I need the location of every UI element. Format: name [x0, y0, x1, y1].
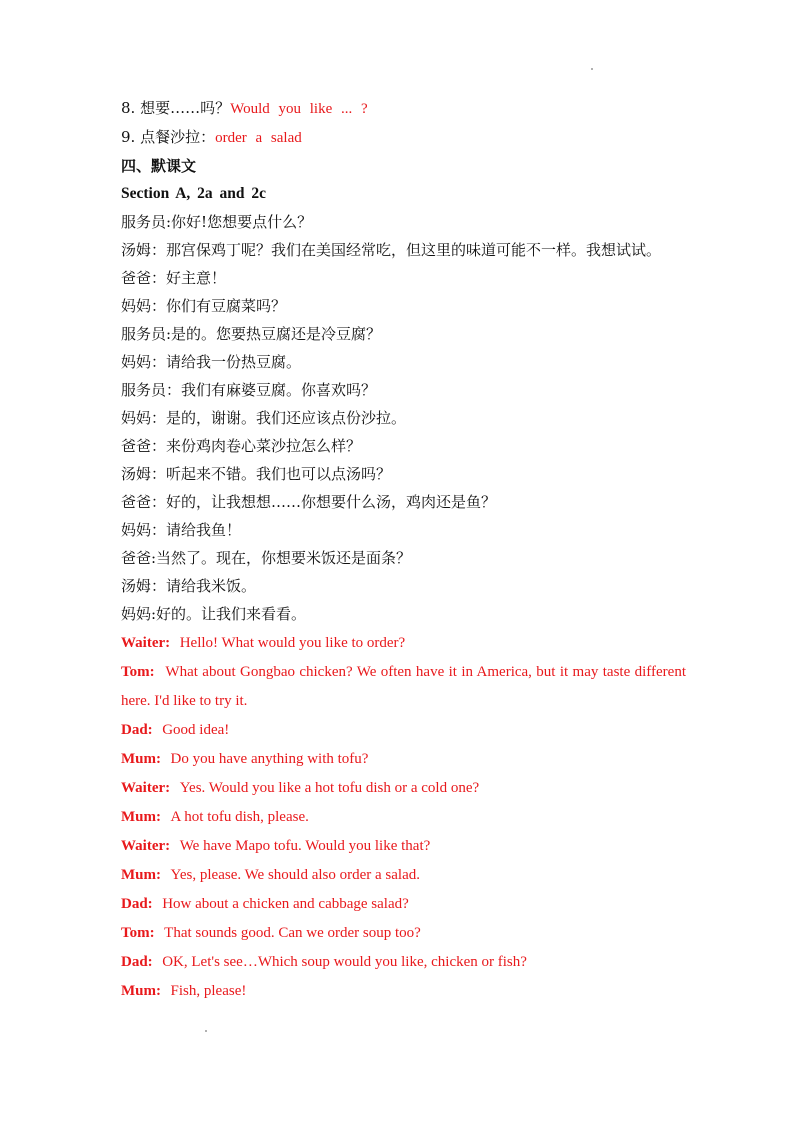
chinese-dialogue-line: 妈妈：请给我鱼！ — [121, 521, 242, 539]
vocab-chinese: 想要……吗？ — [140, 99, 231, 117]
dialogue-text: Yes, please. We should also order a salad. — [170, 867, 420, 883]
speaker-label: Dad: — [121, 896, 153, 912]
dialogue-text: That sounds good. Can we order soup too? — [164, 925, 421, 941]
section-heading: 四、默课文 — [121, 157, 197, 175]
speaker-label: Mum: — [121, 867, 161, 883]
speaker-label: Waiter: — [121, 838, 171, 854]
vocab-number: 8. — [121, 99, 136, 117]
english-dialogue-line — [121, 831, 686, 860]
speaker-label: Waiter: — [121, 780, 171, 796]
dialogue-text: A hot tofu dish, please. — [170, 809, 309, 825]
vocab-item — [121, 94, 686, 123]
vocab-item — [121, 123, 686, 152]
bottom-mark — [205, 1030, 207, 1032]
english-dialogue-line — [121, 628, 686, 657]
dialogue-text: Hello! What would you like to order? — [179, 635, 406, 651]
chinese-dialogue-line: 服务员：我们有麻婆豆腐。你喜欢吗？ — [121, 381, 377, 399]
document-page — [121, 94, 686, 1005]
chinese-dialogue-line: 妈妈：是的，谢谢。我们还应该点份沙拉。 — [121, 409, 407, 427]
dialogue-text: Yes. Would you like a hot tofu dish or a cold one? — [179, 780, 480, 796]
english-dialogue-line — [121, 802, 686, 831]
speaker-label: Dad: — [121, 722, 153, 738]
english-dialogue-line — [121, 744, 686, 773]
section-title: Section A, 2a and 2c — [121, 185, 267, 202]
top-right-mark — [591, 68, 593, 70]
english-dialogue-line — [121, 947, 686, 976]
chinese-dialogue-line: 爸爸：来份鸡肉卷心菜沙拉怎么样？ — [121, 437, 362, 455]
dialogue-text: What about Gongbao chicken? We often have it in America, but it may taste different here. I'd like to try it. — [121, 664, 686, 709]
chinese-dialogue-line: 妈妈：请给我一份热豆腐。 — [121, 353, 302, 371]
vocab-english: order a salad — [215, 130, 302, 146]
dialogue-text: Good idea! — [162, 722, 230, 738]
english-dialogue-line — [121, 976, 686, 1005]
speaker-label: Mum: — [121, 751, 161, 767]
speaker-label: Dad: — [121, 954, 153, 970]
chinese-dialogue-line: 服务员:你好!您想要点什么？ — [121, 213, 313, 231]
english-dialogue-line — [121, 715, 686, 744]
speaker-label: Mum: — [121, 983, 161, 999]
speaker-label: Tom: — [121, 664, 155, 680]
chinese-dialogue-line: 爸爸：好的，让我想想……你想要什么汤，鸡肉还是鱼？ — [121, 493, 497, 511]
chinese-dialogue — [121, 208, 686, 628]
dialogue-text: OK, Let's see…Which soup would you like, chicken or fish? — [162, 954, 527, 970]
english-dialogue-line — [121, 889, 686, 918]
vocab-chinese: 点餐沙拉： — [140, 128, 216, 146]
speaker-label: Mum: — [121, 809, 161, 825]
chinese-dialogue-line: 汤姆：听起来不错。我们也可以点汤吗？ — [121, 465, 392, 483]
vocab-english: Would you like ... ? — [230, 101, 368, 117]
chinese-dialogue-line: 汤姆：那宫保鸡丁呢？我们在美国经常吃，但这里的味道可能不一样。我想试试。 — [121, 241, 662, 259]
chinese-dialogue-line: 爸爸：好主意！ — [121, 269, 227, 287]
english-dialogue-line — [121, 773, 686, 802]
vocab-number: 9. — [121, 128, 136, 146]
dialogue-text: Fish, please! — [170, 983, 247, 999]
dialogue-text: Do you have anything with tofu? — [170, 751, 369, 767]
chinese-dialogue-line: 爸爸:当然了。现在，你想要米饭还是面条？ — [121, 549, 412, 567]
english-dialogue-line — [121, 918, 686, 947]
chinese-dialogue-line: 妈妈:好的。让我们来看看。 — [121, 605, 307, 623]
speaker-label: Tom: — [121, 925, 155, 941]
chinese-dialogue-line: 服务员:是的。您要热豆腐还是冷豆腐？ — [121, 325, 382, 343]
dialogue-text: How about a chicken and cabbage salad? — [162, 896, 409, 912]
english-dialogue — [121, 628, 686, 1005]
chinese-dialogue-line: 汤姆：请给我米饭。 — [121, 577, 257, 595]
english-dialogue-line — [121, 657, 686, 715]
english-dialogue-line — [121, 860, 686, 889]
chinese-dialogue-line: 妈妈：你们有豆腐菜吗？ — [121, 297, 287, 315]
dialogue-text: We have Mapo tofu. Would you like that? — [179, 838, 431, 854]
speaker-label: Waiter: — [121, 635, 171, 651]
